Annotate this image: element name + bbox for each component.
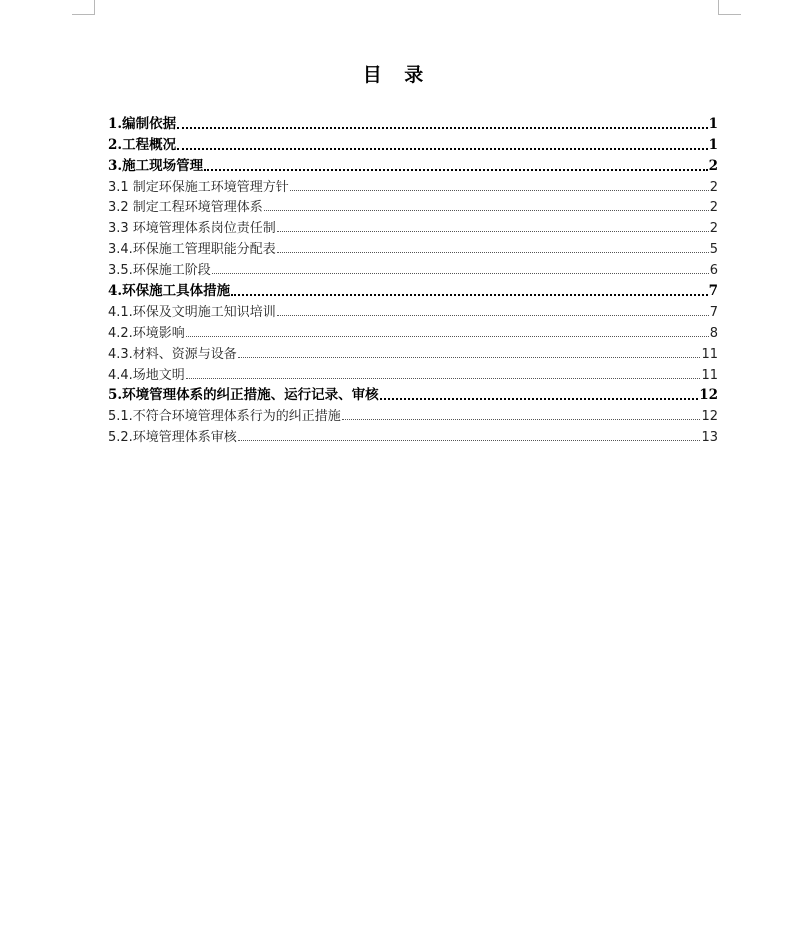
toc-entry-page-number: 11: [701, 367, 718, 383]
toc-entry-page-number: 7: [709, 304, 718, 320]
toc-entry[interactable]: [108, 132, 718, 153]
toc-dot-leader: [204, 169, 708, 171]
toc-entry-page-number: 13: [701, 430, 718, 446]
toc-dot-leader: [277, 231, 709, 232]
toc-entry-page-number: 1: [708, 115, 718, 132]
toc-entry-label: 4.环保施工具体措施: [108, 283, 231, 300]
toc-entry-page-number: 2: [709, 179, 718, 195]
toc-dot-leader: [290, 190, 709, 191]
toc-dot-leader: [277, 315, 709, 316]
toc-dot-leader: [231, 294, 708, 296]
toc-entry-label: 3.1 制定环保施工环境管理方针: [108, 179, 289, 195]
toc-dot-leader: [380, 398, 699, 400]
toc-entry-label: 3.4.环保施工管理职能分配表: [108, 242, 276, 258]
toc-dot-leader: [238, 440, 701, 441]
toc-entry[interactable]: [108, 362, 718, 383]
toc-title: 目 录: [362, 64, 432, 86]
toc-entry[interactable]: [108, 341, 718, 362]
toc-entry[interactable]: [108, 195, 718, 216]
toc-entry-page-number: 5: [709, 242, 718, 258]
toc-entry[interactable]: [108, 153, 718, 174]
toc-entry[interactable]: [108, 215, 718, 236]
toc-entry-label: 5.2.环境管理体系审核: [108, 430, 237, 446]
toc-entry-page-number: 2: [708, 157, 718, 174]
toc-entry-page-number: 7: [708, 283, 718, 300]
toc-dot-leader: [177, 148, 708, 150]
toc-entry[interactable]: [108, 111, 718, 132]
toc-entry-page-number: 12: [701, 409, 718, 425]
toc-entry-label: 1.编制依据: [108, 115, 177, 132]
toc-entry-page-number: 6: [709, 263, 718, 279]
toc-entry-label: 4.2.环境影响: [108, 325, 185, 341]
toc-entry-page-number: 2: [709, 221, 718, 237]
toc-entry-label: 4.3.材料、资源与设备: [108, 346, 237, 362]
toc-entry[interactable]: [108, 424, 718, 445]
page-corner-mark-left: [72, 0, 95, 15]
toc-entry-label: 4.1.环保及文明施工知识培训: [108, 304, 276, 320]
toc-entry[interactable]: [108, 299, 718, 320]
toc-entry[interactable]: [108, 174, 718, 195]
toc-dot-leader: [177, 127, 708, 129]
toc-entry[interactable]: [108, 383, 718, 404]
toc-entry[interactable]: [108, 403, 718, 424]
toc-entry-label: 5.环境管理体系的纠正措施、运行记录、审核: [108, 387, 379, 404]
toc-entry[interactable]: [108, 236, 718, 257]
toc-dot-leader: [277, 252, 709, 253]
toc-entry-label: 5.1.不符合环境管理体系行为的纠正措施: [108, 409, 341, 425]
toc-entry-page-number: 1: [708, 136, 718, 153]
toc-dot-leader: [186, 378, 701, 379]
toc-dot-leader: [264, 210, 709, 211]
page-corner-mark-right: [718, 0, 741, 15]
toc-entry[interactable]: [108, 320, 718, 341]
toc-entry-page-number: 11: [701, 346, 718, 362]
toc-entry-label: 4.4.场地文明: [108, 367, 185, 383]
toc-dot-leader: [238, 357, 701, 358]
toc-entry-label: 3.3 环境管理体系岗位责任制: [108, 221, 276, 237]
toc-dot-leader: [186, 336, 709, 337]
toc-entry-page-number: 8: [709, 325, 718, 341]
toc-entry-label: 3.5.环保施工阶段: [108, 263, 211, 279]
toc-entry-label: 3.2 制定工程环境管理体系: [108, 200, 263, 216]
toc-dot-leader: [342, 419, 701, 420]
toc-entry[interactable]: [108, 278, 718, 299]
toc-entry-label: 2.工程概况: [108, 136, 177, 153]
toc-entry[interactable]: [108, 257, 718, 278]
toc-entry-page-number: 12: [699, 387, 718, 404]
toc-entry-label: 3.施工现场管理: [108, 157, 204, 174]
table-of-contents: [108, 111, 718, 445]
toc-dot-leader: [212, 273, 709, 274]
toc-entry-page-number: 2: [709, 200, 718, 216]
